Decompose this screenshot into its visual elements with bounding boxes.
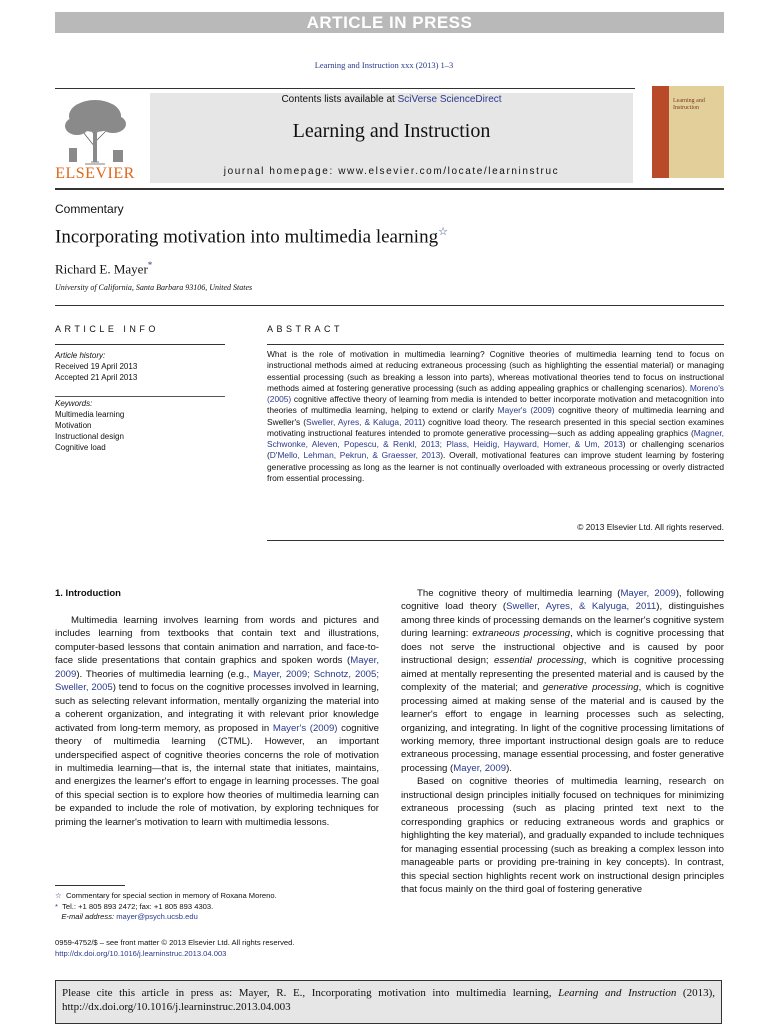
- homepage-link[interactable]: www.elsevier.com/locate/learninstruc: [338, 166, 560, 177]
- sciencedirect-link[interactable]: SciVerse ScienceDirect: [397, 94, 502, 105]
- footnote: ☆ Commentary for special section in memory of Roxana Moreno.: [55, 891, 277, 900]
- abstract-text: What is the role of motivation in multimedia learning? Cognitive theories of multimedia learning tend to focus on instructional methods aimed at reducing extraneous processing (such as highlighting the essential material) or managing essential processing (such as breaking a lesson into parts), whereas motivational theories tend to focus on instructional methods aimed at fostering generative processing (such as adding appealing graphics or challenging scenarios). Moreno's (2005) cognitive affective theory of learning from media is intended to better incorporate motivation and metacognition into theories of multimedia learning, helping to extend or clarify Mayer's (2009) cognitive theory of multimedia learning and Sweller's (Sweller, Ayres, & Kaluga, 2011) cognitive load theory. The research presented in this special section examines motivating instructional features intended to promote generative processing—such as adding appealing graphics (Magner, Schwonke, Aleven, Popescu, & Renkl, 2013; Plass, Heidig, Hayward, Homer, & Um, 2013) or challenging scenarios (D'Mello, Lehman, Pekrun, & Graesser, 2013). Overall, motivational features can improve student learning by fostering generative processing as long as the learner is not continually overloaded with extraneous processing or overly distracted from essential processing.: [267, 349, 725, 483]
- elsevier-wordmark: ELSEVIER: [55, 165, 135, 182]
- cover-strip: [652, 86, 669, 178]
- citation-link[interactable]: Sweller, Ayres, & Kalyuga, 2011: [506, 601, 657, 613]
- abstract-heading: ABSTRACT: [267, 324, 344, 334]
- body-paragraph: The cognitive theory of multimedia learning (Mayer, 2009), following cognitive load theory (Sweller, Ayres, & Kalyuga, 2011), distinguishes among three kinds of processing demands on the learner's cognitive system during learning: extraneous processing, which is cognitive processing that does not serve the instructional objective and is caused by poor instructional design; essential processing, which is cognitive processing aimed at mentally representing the presented material and is caused by the complexity of the material; and generative processing, which is cognitive processing aimed at making sense of the material and is caused by the learner's effort to engage in learning processes such as selecting, organizing, and integrating. In light of the cognitive processing limitations of working memory, three important instructional design goals are to reduce extraneous processing, manage essential processing, and foster generative processing (Mayer, 2009).: [401, 588, 724, 774]
- article-info-heading: ARTICLE INFO: [55, 324, 159, 334]
- footnotes: [55, 891, 379, 923]
- footnote: E-mail address: mayer@psych.ucsb.edu: [61, 912, 198, 921]
- keywords-label: Keywords:: [55, 399, 93, 408]
- citation-link[interactable]: Moreno's (2005): [267, 382, 724, 404]
- body-paragraph: Multimedia learning involves learning from words and pictures and includes learning from textbooks that contain text and illustrations, computer-based lessons that contain animation and narration, and face-to-face slide presentations that contain graphics and spoken words (Mayer, 2009). Theories of multimedia learning (e.g., Mayer, 2009; Schnotz, 2005; Sweller, 2005) tend to focus on the cognitive processes involved in learning, such as selecting relevant information, mentally organizing the material into a coherent organization, and integrating it with relevant prior knowledge activated from long-term memory, as proposed in Mayer's (2009) cognitive theory of multimedia learning (CTML). However, an important underspecified aspect of cognitive theories concerns the role of motivation in multimedia learning—that is, the internal state that initiates, maintains, and energizes the learner's effort to engage in learning processes. The goal of this special section is to explore how theories of multimedia learning can be expanded to include the role of motivation, by exploring techniques for priming the learner's motivation to learn with multimedia lessons.: [55, 615, 380, 828]
- article-in-press-banner: ARTICLE IN PRESS: [55, 12, 724, 33]
- divider: [55, 396, 225, 397]
- citation-box: Please cite this article in press as: Mayer, R. E., Incorporating motivation into multimedia learning, Learning and Instruction (2013), http://dx.doi.org/10.1016/j.learninstruc.2013.04.003: [55, 980, 722, 1024]
- keyword: Cognitive load: [55, 443, 106, 452]
- section-heading-introduction: 1. Introduction: [55, 588, 121, 599]
- email-link[interactable]: mayer@psych.ucsb.edu: [116, 912, 198, 921]
- keyword: Motivation: [55, 421, 92, 430]
- journal-reference-link[interactable]: Learning and Instruction xxx (2013) 1–3: [314, 60, 454, 70]
- accepted-date: Accepted 21 April 2013: [55, 373, 138, 382]
- journal-title: Learning and Instruction: [292, 120, 491, 142]
- citation-link[interactable]: Mayer, 2009; Schnotz, 2005; Sweller, 2005: [55, 668, 379, 694]
- history-label: Article history:: [55, 351, 106, 360]
- keyword: Instructional design: [55, 432, 124, 441]
- author-affiliation: University of California, Santa Barbara 93106, United States: [55, 283, 253, 292]
- article-history: [55, 350, 225, 383]
- body-paragraph: Based on cognitive theories of multimedia learning, research on instructional design principles initially focused on techniques for minimizing extraneous processing (such as placing printed text next to the corresponding graphics or reducing extraneous words and graphics or highlighting the key material), and gradually expanded to include techniques for managing essential processing (such as breaking a complex lesson into manageable parts or providing pre-training in key concepts). In contrast, this special section highlights recent work on instructional design principles that focus mainly on the third goal of fostering generative: [401, 776, 724, 895]
- keyword: Multimedia learning: [55, 410, 125, 419]
- doi-link[interactable]: http://dx.doi.org/10.1016/j.learninstruc.2013.04.003: [55, 949, 227, 958]
- citation-link[interactable]: Mayer, 2009: [620, 588, 676, 599]
- author-name: Richard E. Mayer*: [55, 260, 153, 277]
- citation-link[interactable]: Sweller, Ayres, & Kaluga, 2011: [306, 416, 423, 427]
- masthead-bottom-rule: [55, 188, 724, 190]
- divider: [267, 540, 724, 541]
- citation-link[interactable]: Magner, Schwonke, Aleven, Popescu, & Renkl, 2013; Plass, Heidig, Hayward, Homer, & Um, 2013: [267, 427, 724, 449]
- divider: [55, 305, 724, 306]
- citation-link[interactable]: Mayer, 2009: [55, 655, 379, 680]
- title-footnote-marker[interactable]: ☆: [438, 226, 448, 238]
- front-matter: [55, 937, 379, 959]
- keywords-block: [55, 398, 225, 453]
- citation-link[interactable]: Mayer's (2009): [272, 722, 338, 734]
- contents-line: Contents lists available at SciVerse ScienceDirect: [281, 94, 502, 105]
- cover-title: Learning and Instruction: [673, 98, 705, 111]
- footnote-rule: [55, 885, 125, 886]
- copyright-notice: © 2013 Elsevier Ltd. All rights reserved.: [577, 522, 724, 532]
- author-footnote-marker[interactable]: *: [147, 260, 153, 270]
- citation-link[interactable]: Mayer, 2009: [453, 762, 507, 774]
- masthead-top-rule: [55, 88, 635, 89]
- footnote: * Tel.: +1 805 893 2472; fax: +1 805 893 4303.: [55, 901, 214, 911]
- received-date: Received 19 April 2013: [55, 362, 138, 371]
- article-title: Incorporating motivation into multimedia learning☆: [55, 226, 448, 248]
- body-column-right: [401, 587, 724, 896]
- journal-homepage: journal homepage: www.elsevier.com/locate/learninstruc: [223, 166, 560, 177]
- article-type: Commentary: [55, 202, 124, 216]
- citation-link[interactable]: D'Mello, Lehman, Pekrun, & Graesser, 2013: [269, 450, 441, 461]
- issn-line: 0959-4752/$ – see front matter © 2013 Elsevier Ltd. All rights reserved.: [55, 938, 295, 947]
- divider: [55, 344, 225, 345]
- citation-link[interactable]: Mayer's (2009): [497, 405, 555, 416]
- divider: [267, 344, 724, 345]
